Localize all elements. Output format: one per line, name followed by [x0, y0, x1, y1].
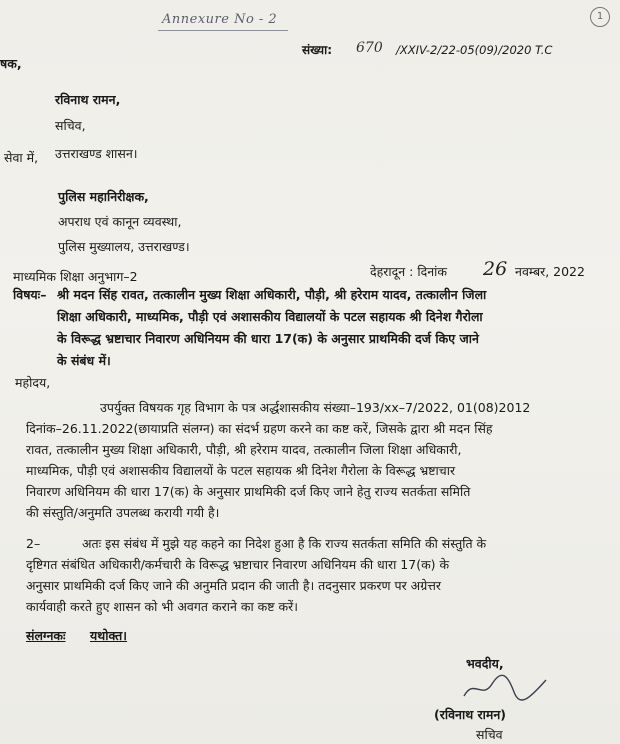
subject-line2: शिक्षा अधिकारी, माध्यमिक, पौड़ी एवं अशासकीय विद्यालयों के पटल सहायक श्री दिनेश गैरोला: [57, 309, 483, 324]
sender-org: उत्तराखण्ड शासन।: [55, 146, 138, 161]
subject-label: विषयः–: [13, 287, 47, 302]
para2-number: 2–: [26, 536, 41, 551]
sender-designation: सचिव,: [55, 118, 86, 133]
closing: भवदीय,: [466, 656, 504, 671]
para1-line: दिनांक–26.11.2022(छायाप्रति संलग्न) का संदर्भ ग्रहण करने का कष्ट करें, जिसके द्वारा श्री मदन सिंह: [26, 421, 493, 436]
salutation: महोदय,: [15, 375, 51, 390]
recipient-line1: पुलिस महानिरीक्षक,: [58, 189, 149, 204]
para1-line: निवारण अधिनियम की धारा 17(क) के अनुसार प्राथमिकी दर्ज किए जाने हेतु राज्य सतर्कता समिति: [26, 484, 471, 499]
annexure-underline: [158, 30, 288, 31]
subject-line1: श्री मदन सिंह रावत, तत्कालीन मुख्य शिक्षा अधिकारी, पौड़ी, श्री हरेराम यादव, तत्कालीन जिला: [57, 287, 487, 302]
enclosure-label: संलग्नकः: [26, 628, 66, 643]
para2-line: दृष्टिगत संबंधित अधिकारी/कर्मचारी के विरूद्ध भ्रष्टाचार निवारण अधिनियम की धारा 17(क) के: [26, 557, 450, 572]
recipient-line3: पुलिस मुख्यालय, उत्तराखण्ड।: [58, 239, 190, 254]
para1-line: की संस्तुति/अनुमति उपलब्ध करायी गयी है।: [26, 505, 220, 520]
para1-line: उपर्युक्त विषयक गृह विभाग के पत्र अर्द्धशासकीय संख्या–193/xx–7/2022, 01(08)2012: [100, 400, 531, 415]
sender-fragment: षक,: [0, 56, 22, 71]
signatory-name: (रविनाथ रामन): [434, 707, 507, 722]
subject-line4: के संबंध में।: [57, 353, 111, 368]
signature-scribble: [460, 670, 550, 704]
section-label: माध्यमिक शिक्षा अनुभाग–2: [13, 269, 138, 284]
para1-line: माध्यमिक, पौड़ी एवं अशासकीय विद्यालयों के पटल सहायक श्री दिनेश गैरोला के विरूद्ध भ्रष्टाचार: [26, 463, 456, 478]
annexure-handwritten-note: Annexure No - 2: [162, 12, 278, 27]
para1-line: रावत, तत्कालीन मुख्य शिक्षा अधिकारी, पौड़ी, श्री हरेराम यादव, तत्कालीन जिला शिक्षा अधिकारी,: [26, 442, 462, 457]
place-date-label: देहरादून : दिनांक: [370, 264, 448, 279]
recipient-line2: अपराध एवं कानून व्यवस्था,: [58, 214, 182, 229]
to-label: सेवा में,: [4, 150, 39, 165]
ref-number-handwritten: 670: [356, 40, 383, 56]
sender-name: रविनाथ रामन,: [55, 92, 121, 107]
para2-line: कार्यवाही करते हुए शासन को भी अवगत कराने का कष्ट करें।: [26, 599, 298, 614]
subject-line3: के विरूद्ध भ्रष्टाचार निवारण अधिनियम की धारा 17(क) के अनुसार प्राथमिकी दर्ज किए जाने: [57, 331, 479, 346]
para2-line: अतः इस संबंध में मुझे यह कहने का निदेश हुआ है कि राज्य सतर्कता समिति की संस्तुति के: [82, 536, 487, 551]
ref-label: संख्या:: [302, 43, 332, 57]
date-day-handwritten: 26: [483, 258, 508, 280]
ref-rest: /XXIV-2/22-05(09)/2020 T.C: [396, 43, 553, 57]
page-number-circle: 1: [590, 7, 610, 27]
enclosure-value: यथोक्त।: [90, 628, 128, 643]
signatory-designation: सचिव: [476, 727, 503, 742]
date-month-year: नवम्बर, 2022: [515, 264, 585, 279]
para2-line: अनुसार प्राथमिकी दर्ज किए जाने की अनुमति प्रदान की जाती है। तदनुसार प्रकरण पर अग्रेत्तर: [26, 578, 442, 593]
